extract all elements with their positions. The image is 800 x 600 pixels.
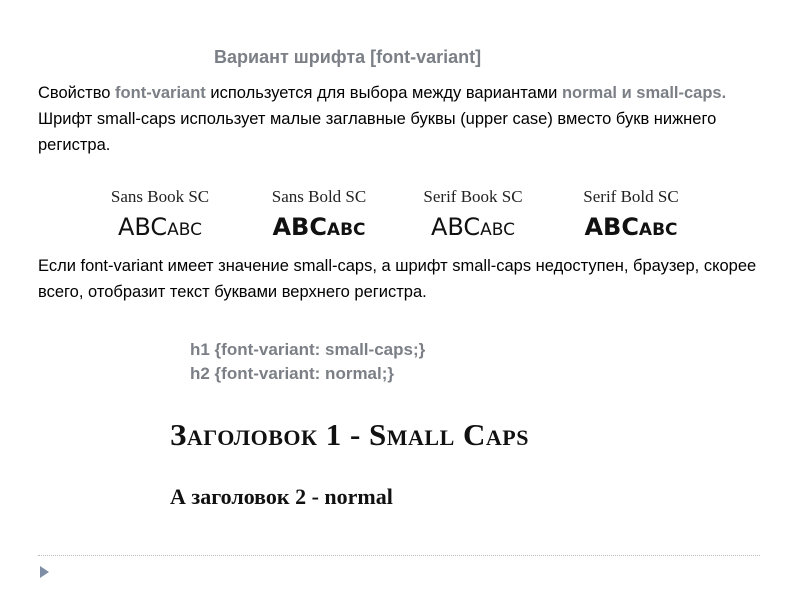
sample-demo-text: ABCabc (272, 213, 366, 241)
example-heading-1: Заголовок 1 - Small Caps (170, 417, 529, 452)
sample-serif-book (398, 186, 548, 243)
sample-label: Sans Book SC (110, 187, 210, 206)
sample-label: Serif Book SC (423, 187, 523, 206)
intro-highlight-font-variant: font-variant (115, 84, 206, 102)
font-samples-figure (85, 186, 705, 250)
slide-title: Вариант шрифта [font-variant] (214, 47, 482, 67)
sample-serif-bold (556, 186, 706, 243)
sample-sans-bold (244, 186, 394, 243)
intro-text-1: Свойство (38, 84, 116, 102)
intro-highlight-normal-small-caps: normal и small-caps. (561, 84, 727, 102)
sample-demo-text: ABCabc (117, 213, 203, 241)
code-line-h1: h1 {font-variant: small-caps;} (190, 340, 426, 359)
sample-demo-text: ABCabc (430, 213, 516, 241)
footer-divider (38, 555, 760, 556)
intro-text-2: используется для выбора между вариантами (205, 84, 562, 102)
fallback-note: Если font-variant имеет значение small-caps, а шрифт small-caps недоступен, браузер, скорее всего, отобразит текст буквами верхнего регистра. (38, 257, 757, 301)
triangle-right-icon[interactable] (40, 566, 49, 578)
sample-label: Sans Bold SC (271, 187, 367, 206)
sample-demo-text: ABCabc (584, 213, 678, 241)
intro-text-3: Шрифт small-caps использует малые заглавные буквы (upper case) вместо букв нижнего регистра. (38, 110, 717, 154)
example-heading-2: А заголовок 2 - normal (170, 484, 393, 509)
intro-paragraph (38, 80, 778, 158)
sample-label: Serif Bold SC (583, 187, 679, 206)
sample-sans-book (85, 186, 235, 243)
code-line-h2: h2 {font-variant: normal;} (190, 364, 395, 383)
css-code-example (190, 338, 425, 386)
